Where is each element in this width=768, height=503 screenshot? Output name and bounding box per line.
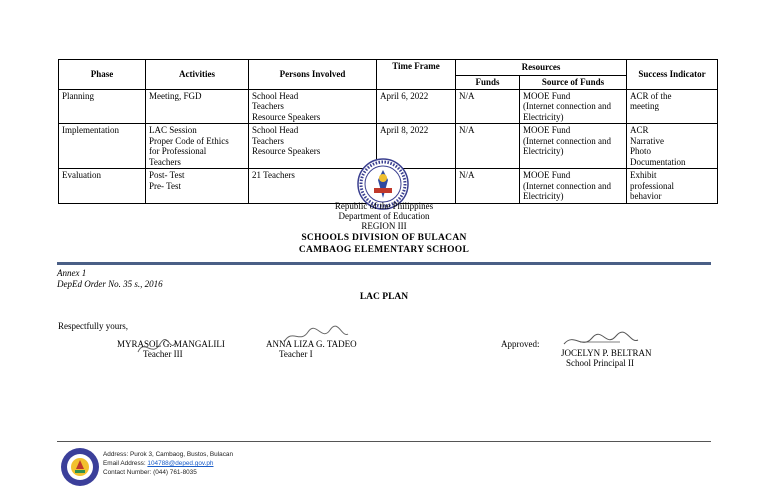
footer-contact-block [103, 450, 233, 477]
header-funds: Funds [456, 76, 520, 90]
school-logo-icon [60, 447, 100, 487]
footer-contact-number: Contact Number: (044) 761-8035 [103, 469, 197, 476]
cell-phase: Evaluation [59, 169, 146, 204]
annex-label: Annex 1 [57, 268, 87, 278]
cell-persons: 21 Teachers [249, 169, 377, 204]
header-persons: Persons Involved [249, 60, 377, 90]
header-phase: Phase [59, 60, 146, 90]
letterhead-divider [57, 262, 711, 265]
header-activities: Activities [146, 60, 249, 90]
closing-text: Respectfully yours, [58, 321, 128, 331]
signatory-1-name: MYRASOL G. MANGALILI [117, 339, 225, 349]
footer-address: Address: Purok 3, Cambaog, Bustos, Bulacan [103, 451, 234, 458]
letterhead-department: Department of Education [338, 211, 430, 221]
cell-phase: Implementation [59, 124, 146, 169]
header-source-of-funds: Source of Funds [520, 76, 627, 90]
cell-time-frame: April 6, 2022 [377, 89, 456, 124]
cell-source: MOOE Fund (Internet connection and Electricity) [520, 89, 627, 124]
cell-phase: Planning [59, 89, 146, 124]
cell-indicator: ACR Narrative Photo Documentation [627, 124, 718, 169]
cell-activities: Meeting, FGD [146, 89, 249, 124]
cell-funds: N/A [456, 169, 520, 204]
cell-indicator: Exhibit professional behavior [627, 169, 718, 204]
cell-activities: LAC Session Proper Code of Ethics for Professional Teachers [146, 124, 249, 169]
cell-persons: School Head Teachers Resource Speakers [249, 89, 377, 124]
annex-order: DepEd Order No. 35 s., 2016 [57, 279, 163, 289]
header-time-frame: Time Frame [377, 60, 456, 90]
header-resources: Resources [456, 60, 627, 76]
footer-divider [57, 441, 711, 442]
signatory-3-name: JOCELYN P. BELTRAN [561, 348, 652, 358]
signatory-2-title: Teacher I [279, 349, 313, 359]
cell-time-frame: April 8, 2022 [377, 124, 456, 169]
cell-funds: N/A [456, 124, 520, 169]
footer-email-link[interactable]: 104788@deped.gov.ph [147, 460, 214, 467]
doc-title: LAC PLAN [359, 292, 409, 302]
signatory-3-title: School Principal II [566, 358, 634, 368]
letterhead-republic: Republic of the Philippines [334, 201, 434, 211]
header-success-indicator: Success Indicator [627, 60, 718, 90]
cell-indicator: ACR of the meeting [627, 89, 718, 124]
letterhead-division: SCHOOLS DIVISION OF BULACAN [301, 233, 467, 243]
table-row [59, 89, 718, 124]
approved-label: Approved: [501, 339, 540, 349]
letterhead-school: CAMBAOG ELEMENTARY SCHOOL [298, 245, 470, 255]
letterhead-region: REGION III [361, 221, 407, 231]
cell-source: MOOE Fund (Internet connection and Electricity) [520, 124, 627, 169]
footer-email-line: Email Address: 104788@deped.gov.ph [103, 460, 214, 467]
signatory-1-title: Teacher III [143, 349, 183, 359]
cell-funds: N/A [456, 89, 520, 124]
cell-persons: School Head Teachers Resource Speakers [249, 124, 377, 169]
cell-activities: Post- Test Pre- Test [146, 169, 249, 204]
signatory-2-name: ANNA LIZA G. TADEO [266, 339, 357, 349]
cell-source: MOOE Fund (Internet connection and Electricity) [520, 169, 627, 204]
